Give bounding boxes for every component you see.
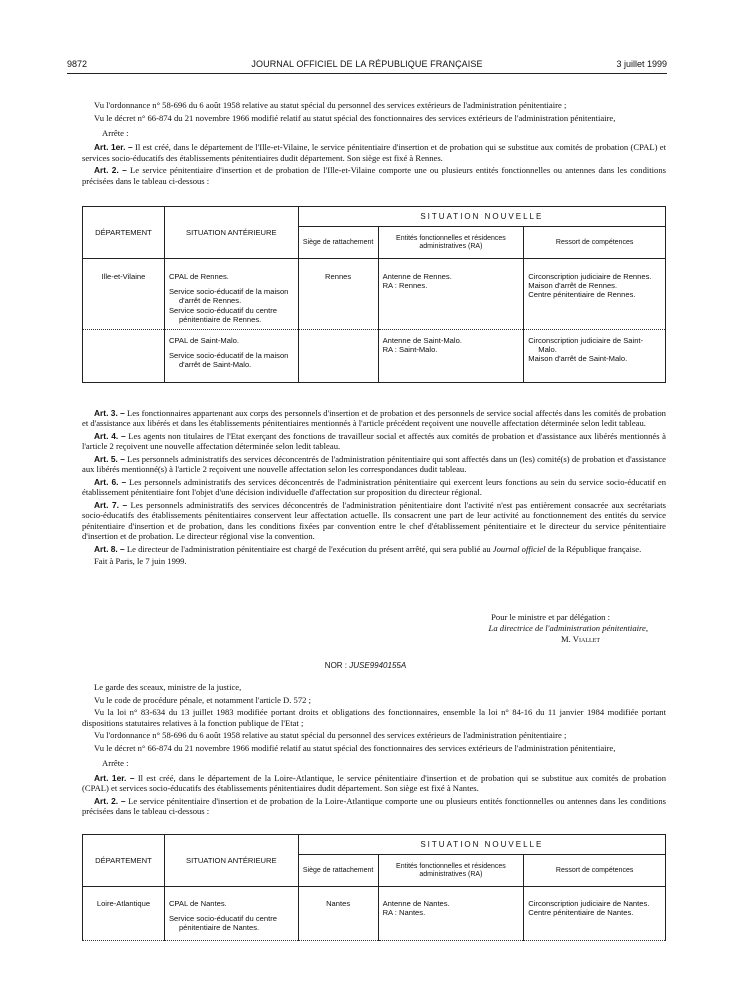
assignment-table-2 bbox=[82, 834, 666, 941]
article-label: Art. 6. – bbox=[94, 477, 127, 487]
article-1 bbox=[82, 773, 666, 794]
article-3 bbox=[82, 408, 666, 429]
col-situation-nouvelle: SITUATION NOUVELLE bbox=[298, 835, 665, 855]
article-text: Il est créé, dans le département de la Loire-Atlantique, le service pénitentiaire d'insertion et de probation qui se substitue aux comités de probation (CPAL) et services socio-éducatifs des établissements pénitentiaires dudit département. Son siège est fixé à Nantes. bbox=[82, 772, 666, 793]
signature-line: La directrice de l'administration pénitentiaire, bbox=[488, 623, 648, 633]
page-header bbox=[67, 59, 667, 71]
cell-siege: Nantes bbox=[298, 887, 378, 935]
col-siege: Siège de rattachement bbox=[298, 227, 378, 259]
cell-line: RA : Nantes. bbox=[382, 908, 426, 918]
journal-title: JOURNAL OFFICIEL DE LA RÉPUBLIQUE FRANÇAISE bbox=[251, 59, 483, 69]
cell-line: Centre pénitentiaire de Nantes. bbox=[528, 908, 634, 918]
article-text: Les personnels administratifs des services déconcentrés de l'administration pénitentiaire qui exercent leurs fonctions au sein du service socio-éducatif en établissement pénitentiaire font l'objet d'une décision individuelle d'affectation sur proposition du directeur régional. bbox=[82, 477, 667, 498]
col-entites: Entités fonctionnelles et résidences administratives (RA) bbox=[378, 855, 524, 887]
article-label: Art. 7. – bbox=[94, 500, 128, 510]
cell-line: Service socio-éducatif de la maison d'arrêt de Rennes. bbox=[168, 287, 289, 306]
cell-anterieure bbox=[164, 330, 298, 382]
col-ressort: Ressort de compétences bbox=[524, 227, 666, 259]
cell-line: Antenne de Nantes. bbox=[382, 899, 450, 908]
cell-entites bbox=[378, 887, 524, 935]
cell-line: Service socio-éducatif du centre pénitentiaire de Rennes. bbox=[168, 305, 277, 324]
col-entites: Entités fonctionnelles et résidences administratives (RA) bbox=[378, 227, 524, 259]
decree-2-preamble bbox=[82, 682, 666, 819]
table-bottom bbox=[83, 382, 666, 383]
cell-line: Centre pénitentiaire de Rennes. bbox=[528, 290, 636, 300]
article-text: de la République française. bbox=[545, 543, 642, 554]
article-label: Art. 4. – bbox=[94, 431, 126, 441]
article-label: Art. 5. – bbox=[94, 454, 125, 464]
col-departement: DÉPARTEMENT bbox=[83, 835, 165, 887]
signature-line: Pour le ministre et par délégation : bbox=[491, 612, 610, 622]
article-text: Le service pénitentiaire d'insertion et de probation de l'Ille-et-Vilaine comporte une ou plusieurs entités fonctionnelles ou antennes dans les conditions précisées dans le tableau ci-dessous : bbox=[82, 165, 666, 186]
vu-paragraph: Vu l'ordonnance n° 58-696 du 6 août 1958 relative au statut spécial du personnel des services extérieurs de l'administration pénitentiaire ; bbox=[94, 730, 567, 741]
cell-ressort bbox=[524, 330, 666, 382]
cell-line: Antenne de Rennes. bbox=[382, 272, 452, 281]
article-5 bbox=[82, 454, 666, 475]
article-7 bbox=[82, 500, 666, 542]
col-situation-anterieure: SITUATION ANTÉRIEURE bbox=[164, 835, 298, 887]
nor-label: NOR : bbox=[324, 661, 350, 670]
cell-entites bbox=[378, 330, 524, 382]
decree-1-articles bbox=[82, 408, 666, 569]
cell-line: RA : Rennes. bbox=[382, 281, 428, 291]
journal-ref: Journal officiel bbox=[492, 543, 546, 554]
article-6 bbox=[82, 477, 666, 498]
cell-anterieure bbox=[164, 259, 298, 325]
article-label: Art. 1er. – bbox=[94, 772, 135, 783]
cell-anterieure bbox=[164, 887, 298, 935]
cell-line: Maison d'arrêt de Rennes. bbox=[528, 281, 618, 291]
article-label: Art. 2. – bbox=[94, 165, 127, 176]
intro: Le garde des sceaux, ministre de la justice, bbox=[94, 682, 242, 692]
article-label: Art. 1er. – bbox=[94, 142, 133, 153]
vu-paragraph: Vu le décret n° 66-874 du 21 novembre 1966 modifié relatif au statut spécial des fonctionnaires des services extérieurs de l'administration pénitentiaire, bbox=[94, 112, 616, 123]
arrete-heading: Arrête : bbox=[102, 128, 129, 138]
dotted-separator bbox=[83, 935, 666, 941]
article-2 bbox=[82, 796, 666, 817]
cell-line: Maison d'arrêt de Saint-Malo. bbox=[528, 354, 628, 364]
cell-departement: Loire-Atlantique bbox=[83, 887, 165, 935]
cell-line: Antenne de Saint-Malo. bbox=[382, 336, 462, 346]
cell-entites bbox=[378, 259, 524, 325]
table-row bbox=[83, 330, 666, 382]
article-text: Le service pénitentiaire d'insertion et de probation de la Loire-Atlantique comporte une ou plusieurs entités fonctionnelles ou antennes dans les conditions précisées dans le tableau ci-dessous : bbox=[82, 795, 666, 816]
cell-line: Circonscription judiciaire de Saint-Malo. bbox=[528, 336, 644, 355]
cell-ressort bbox=[524, 259, 666, 325]
vu-paragraph: Vu le décret n° 66-874 du 21 novembre 1966 modifié relatif au statut spécial des fonctionnaires des services extérieurs de l'administration pénitentiaire, bbox=[94, 742, 616, 753]
vu-paragraph: Vu la loi n° 83-634 du 13 juillet 1983 modifiée portant droits et obligations des fonctionnaires, ensemble la loi n° 84-16 du 11 janvier 1984 modifiée portant dispositions statutaires relatives à la fonction publique de l'Etat ; bbox=[82, 707, 666, 728]
col-situation-anterieure: SITUATION ANTÉRIEURE bbox=[164, 207, 298, 259]
arrete-heading: Arrête : bbox=[102, 758, 129, 769]
issue-date: 3 juillet 1999 bbox=[616, 59, 667, 69]
col-situation-nouvelle: SITUATION NOUVELLE bbox=[298, 207, 665, 227]
header-rule bbox=[67, 73, 667, 74]
article-text: Les fonctionnaires appartenant aux corps des personnels d'insertion et de probation et des personnels de service social affectés dans les comités de probation et d'assistance aux libérés et dans les établissements pénitentiaires mentionnés à l'article précédent reçoivent une nouvelle affectation déterminée selon ledit tableau. bbox=[82, 408, 666, 429]
cell-departement: Ille-et-Vilaine bbox=[83, 259, 165, 325]
col-ressort: Ressort de compétences bbox=[524, 855, 666, 887]
article-text: Il est créé, dans le département de l'Ille-et-Vilaine, le service pénitentiaire d'insertion et de probation qui se substitue aux comités de probation (CPAL) et services socio-éducatifs des établissements pénitentiaires dudit département. Son siège est fixé à Rennes. bbox=[82, 142, 666, 163]
article-2 bbox=[82, 165, 666, 186]
article-text: Les personnels administratifs des services déconcentrés de l'administration pénitentiaire dont l'activité n'est pas entièrement consacrée aux secrétariats socio-éducatifs des établissements pénitentiaires conservent leur affectation actuelle. Ils consacrent une part de leur activité au fonctionnement des entités du service pénitentiaire d'insertion et de probation, dans les conditions fixées par convention entre le chef d'établissement pénitentiaire et le directeur du service pénitentiaire d'insertion et de probation. Le directeur régional vise la convention. bbox=[82, 500, 666, 542]
article-text: Les agents non titulaires de l'Etat exerçant des fonctions de travailleur social et affectés aux comités de probation et d'assistance aux libérés mentionnés à l'article 2 reçoivent une nouvelle affectation déterminée selon ledit tableau. bbox=[82, 431, 666, 452]
article-label: Art. 8. – bbox=[94, 543, 125, 554]
cell-line: CPAL de Rennes. bbox=[168, 272, 229, 281]
article-text: Le directeur de l'administration pénitentiaire est chargé de l'exécution du présent arrêté, qui sera publié au bbox=[126, 543, 493, 554]
cell-ressort bbox=[524, 887, 666, 935]
cell-line: CPAL de Nantes. bbox=[168, 899, 227, 908]
nor-reference bbox=[0, 661, 731, 670]
cell-line: Service socio-éducatif de la maison d'arrêt de Saint-Malo. bbox=[168, 351, 289, 370]
decree-1-preamble bbox=[82, 100, 666, 188]
cell-line: CPAL de Saint-Malo. bbox=[168, 336, 240, 346]
signature-block bbox=[82, 612, 666, 645]
signatory-name: M. Viallet bbox=[561, 634, 600, 644]
cell-line: Circonscription judiciaire de Nantes. bbox=[528, 899, 650, 908]
article-1 bbox=[82, 142, 666, 163]
cell-siege: Rennes bbox=[298, 259, 378, 325]
col-siege: Siège de rattachement bbox=[298, 855, 378, 887]
col-departement: DÉPARTEMENT bbox=[83, 207, 165, 259]
table-row bbox=[83, 887, 666, 935]
vu-paragraph: Vu le code de procédure pénale, et notamment l'article D. 572 ; bbox=[94, 694, 311, 705]
cell-line: Service socio-éducatif du centre pénitentiaire de Nantes. bbox=[168, 914, 277, 933]
table-row bbox=[83, 259, 666, 325]
vu-paragraph: Vu l'ordonnance n° 58-696 du 6 août 1958 relative au statut spécial du personnel des services extérieurs de l'administration pénitentiaire ; bbox=[94, 100, 567, 110]
cell-line: Circonscription judiciaire de Rennes. bbox=[528, 272, 652, 281]
article-text: Les personnels administratifs des services déconcentrés de l'administration pénitentiaire qui sont affectés dans un (les) comité(s) de probation et d'assistance aux libérés mentionné(s) à l'article 2 reçoivent une nouvelle affectation selon les correspondances dudit tableau. bbox=[82, 454, 666, 475]
done-at: Fait à Paris, le 7 juin 1999. bbox=[94, 556, 187, 567]
cell-line: RA : Saint-Malo. bbox=[382, 345, 438, 355]
article-label: Art. 2. – bbox=[94, 795, 126, 806]
page-number: 9872 bbox=[67, 59, 88, 69]
article-8 bbox=[82, 544, 666, 554]
assignment-table-1 bbox=[82, 206, 666, 383]
article-4 bbox=[82, 431, 666, 452]
nor-code: JUSE9940155A bbox=[349, 661, 407, 670]
article-label: Art. 3. – bbox=[94, 408, 125, 418]
